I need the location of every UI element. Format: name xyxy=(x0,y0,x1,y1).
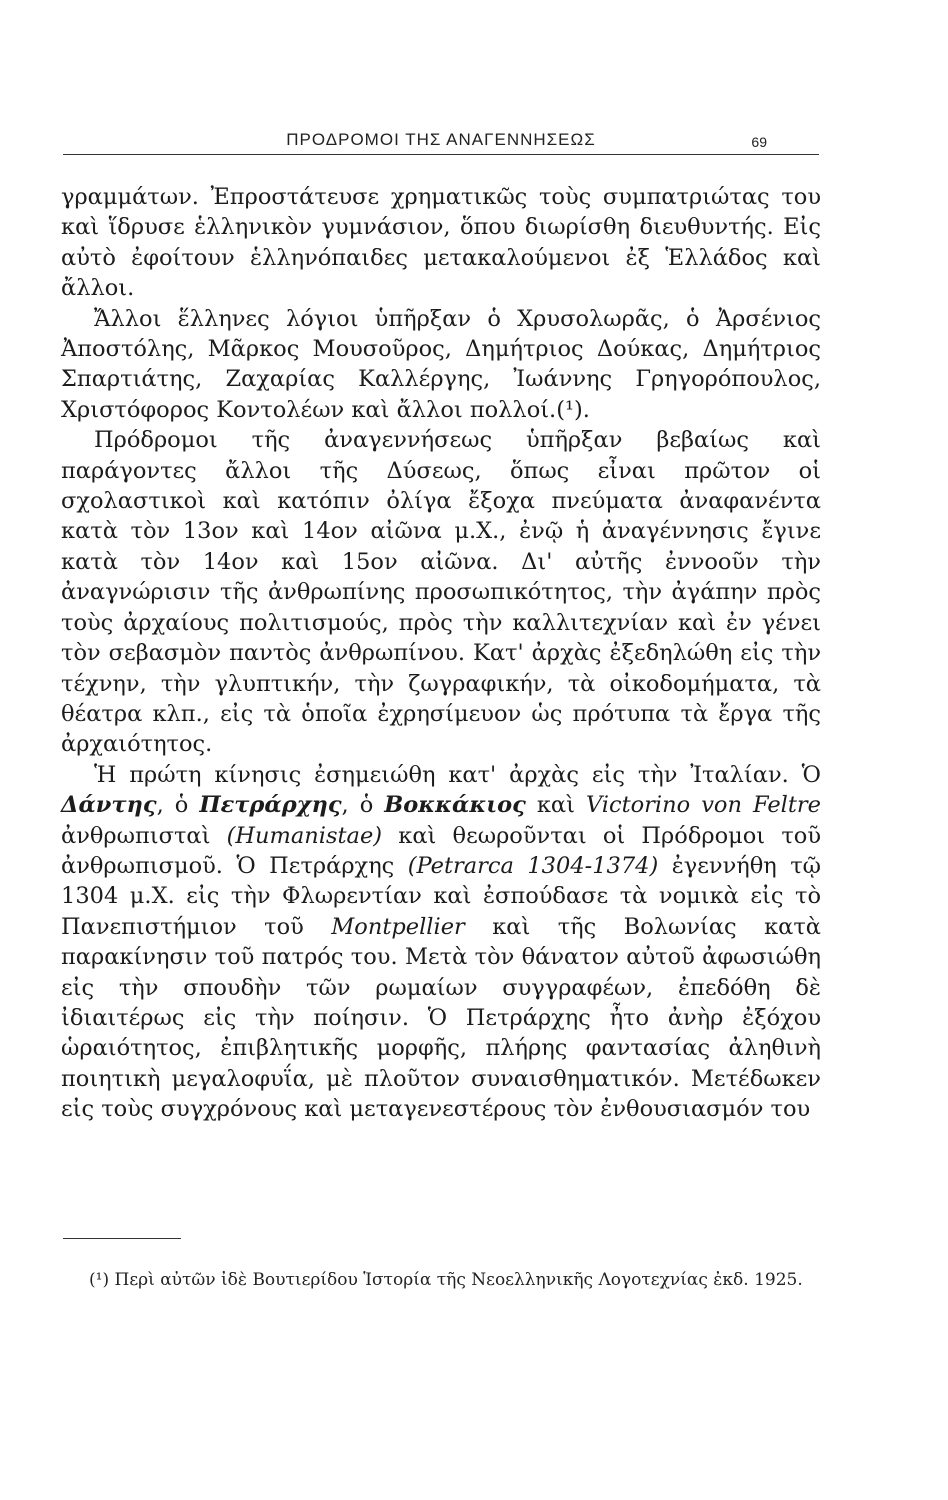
footnote-mark: (¹) xyxy=(89,1270,110,1290)
footnote xyxy=(63,1267,819,1293)
p4-part-h: καὶ τῆς Βολωνίας κατὰ παρακίνησιν τοῦ πατρός του. Μετὰ τὸν θάνατον αὐτοῦ ἀφωσιώθη εἰς τὴν σπουδὴν τῶν ρωμαίων συγγραφέων, ἐπεδόθη δὲ ἰδιαιτέρως εἰς τὴν ποίησιν. Ὁ Πετράρχης ἦτο ἀνὴρ ἐξόχου ὡραιότητος, ἐπιβλητικῆς μορφῆς, πλήρης φαντασίας ἀληθινὴ ποιητικὴ μεγαλοφυΐα, μὲ πλοῦτον συναισθηματικόν. Μετέδωκεν εἰς τοὺς συγχρόνους καὶ μεταγενεστέρους τὸν ἐνθουσιασμόν του xyxy=(61,913,821,1123)
p4-part-g: ἐγεννήθη τῷ 1304 μ.Χ. εἰς τὴν Φλωρεντίαν καὶ ἐσπούδασε τὰ νομικὰ εἰς τὸ Πανεπιστήμιον τοῦ xyxy=(61,852,822,940)
p4-part-c: , ὁ xyxy=(341,792,385,819)
name-montpellier: Montpellier xyxy=(331,913,465,940)
name-dantis: Δάντης xyxy=(61,792,157,819)
paragraph-1: γραμμάτων. Ἐπροστάτευσε χρηματικῶς τοὺς συμπατριώτας του καὶ ἵδρυσε ἑλληνικὸν γυμνάσιον, ὅπου διωρίσθη διευθυντής. Εἰς αὐτὸ ἐφοίτουν ἑλληνόπαιδες μετακαλούμενοι ἐξ Ἑλλάδος καὶ ἄλλοι. xyxy=(61,184,821,302)
running-title: ΠΡΟΔΡΟΜΟΙ ΤΗΣ ΑΝΑΓΕΝΝΗΣΕΩΣ xyxy=(286,130,596,149)
paragraph-2 xyxy=(61,304,821,426)
p4-part-a: Ἡ πρώτη κίνησις ἐσημειώθη κατ' ἀρχὰς εἰς τὴν Ἰταλίαν. Ὁ xyxy=(94,761,821,788)
paragraph-4 xyxy=(61,760,821,1125)
p4-part-e: ἀνθρωπισταὶ xyxy=(61,822,227,849)
body-text xyxy=(61,182,821,1125)
p4-part-f: καὶ θεωροῦνται οἱ Πρόδρομοι τοῦ ἀνθρωπισμοῦ. Ὁ Πετράρχης xyxy=(61,822,821,879)
term-humanistae: (Humanistae) xyxy=(226,822,383,849)
name-victorino: Victorino von Feltre xyxy=(585,792,821,819)
p4-part-b: , ὁ xyxy=(156,792,200,819)
footnote-ref-mark: (¹) xyxy=(556,396,583,423)
paragraph-2-end: . xyxy=(582,396,590,423)
p4-part-d: καὶ xyxy=(525,792,586,819)
paragraph-3: Πρόδρομοι τῆς ἀναγεννήσεως ὑπῆρξαν βεβαίως καὶ παράγοντες ἄλλοι τῆς Δύσεως, ὅπως εἶναι πρῶτον οἱ σχολαστικοὶ καὶ κατόπιν ὀλίγα ἔξοχα πνεύματα ἀναφανέντα κατὰ τὸν 13ον καὶ 14ον αἰῶνα μ.Χ., ἐνῷ ἡ ἀναγέννησις ἔγινε κατὰ τὸν 14ον καὶ 15ον αἰῶνα. Δι' αὐτῆς ἐννοοῦν τὴν ἀναγνώρισιν τῆς ἀνθρωπίνης προσωπικότητος, τὴν ἀγάπην πρὸς τοὺς ἀρχαίους πολιτισμούς, πρὸς τὴν καλλιτεχνίαν καὶ ἐν γένει τὸν σεβασμὸν παντὸς ἀνθρωπίνου. Κατ' ἀρχὰς ἐξεδηλώθη εἰς τὴν τέχνην, τὴν γλυπτικήν, τὴν ζωγραφικήν, τὰ οἰκοδομήματα, τὰ θέατρα κλπ., εἰς τὰ ὁποῖα ἐχρησίμευον ὡς πρότυπα τὰ ἔργα τῆς ἀρχαιότητος. xyxy=(61,427,821,758)
name-petrarca: (Petrarca 1304-1374) xyxy=(407,852,659,879)
name-petrarchis: Πετράρχης xyxy=(199,792,342,819)
name-vokkakios: Βοκκάκιος xyxy=(384,792,526,819)
running-head xyxy=(63,130,819,154)
footnote-text: Περὶ αὐτῶν ἰδὲ Βουτιερίδου Ἱστορία τῆς Νεοελληνικῆς Λογοτεχνίας ἐκδ. 1925. xyxy=(114,1270,803,1290)
paragraph-2-text: Ἄλλοι ἕλληνες λόγιοι ὑπῆρξαν ὁ Χρυσολωρᾶς, ὁ Ἀρσένιος Ἀποστόλης, Μᾶρκος Μουσοῦρος, Δημήτριος Δούκας, Δημήτριος Σπαρτιάτης, Ζαχαρίας Καλλέργης, Ἰωάννης Γρηγορόπουλος, Χριστόφορος Κοντολέων καὶ ἄλλοι πολλοί. xyxy=(61,305,821,423)
page-number: 69 xyxy=(751,134,767,150)
header-rule xyxy=(63,154,819,155)
footnote-rule xyxy=(63,1238,181,1239)
